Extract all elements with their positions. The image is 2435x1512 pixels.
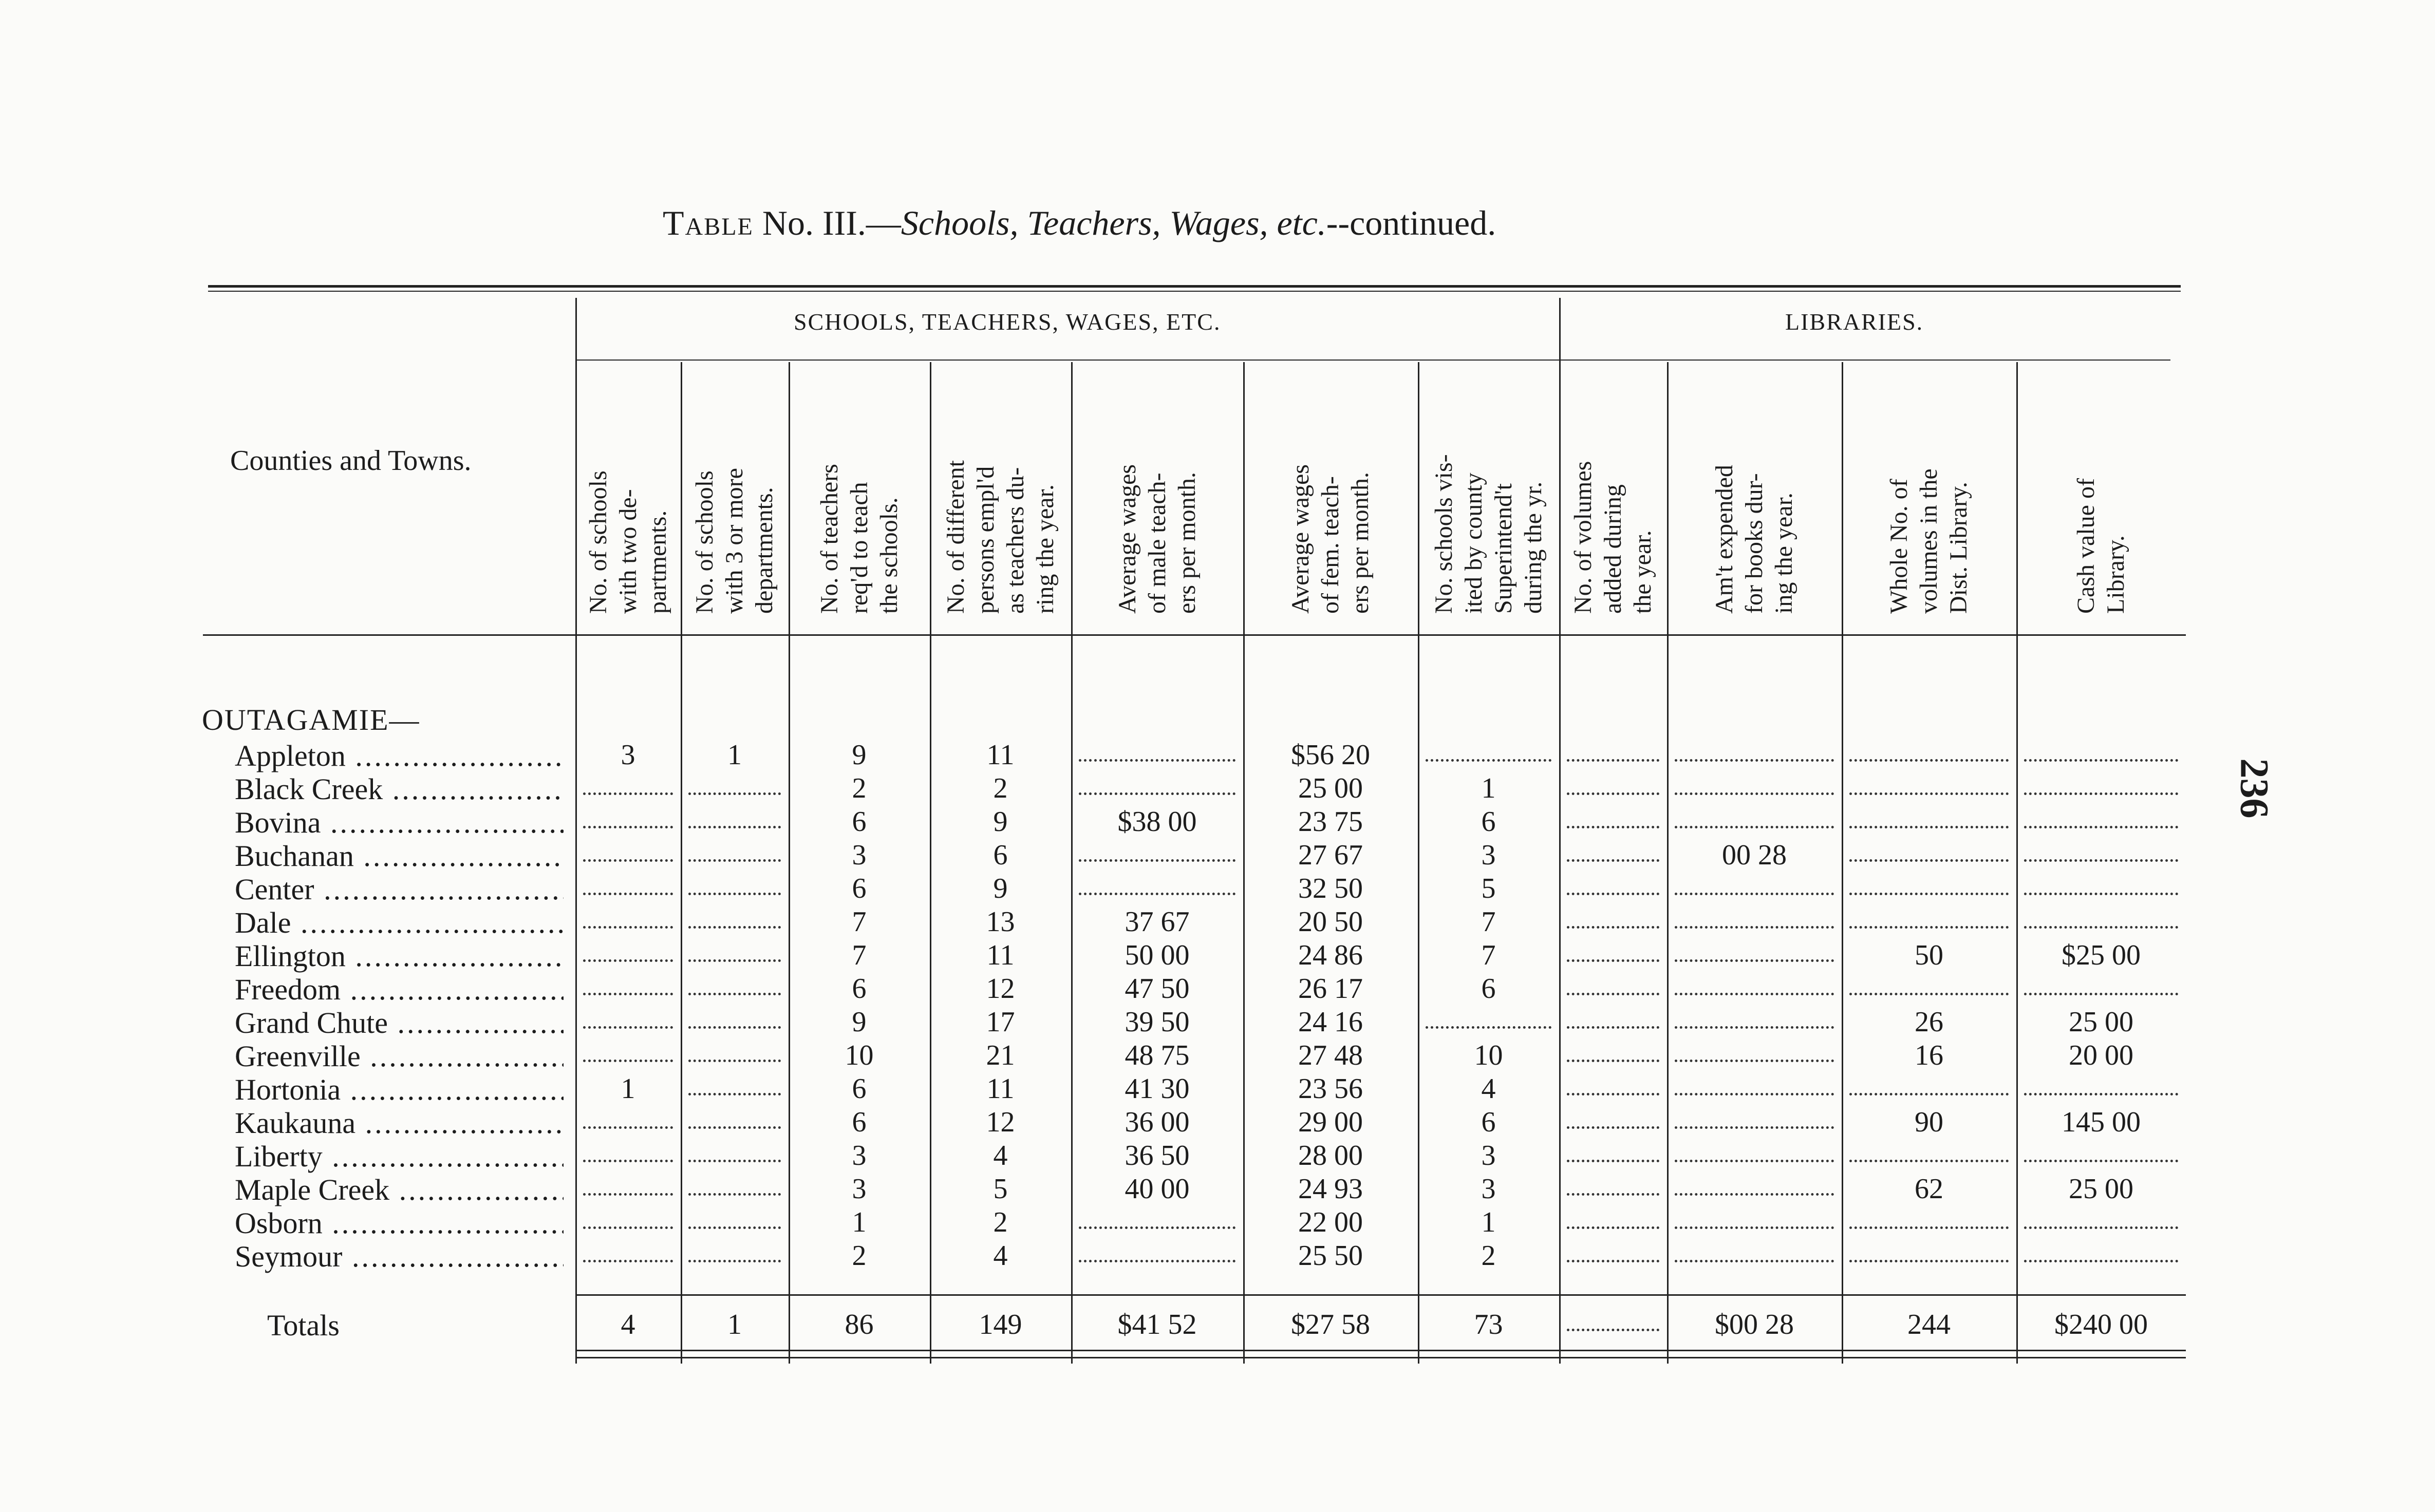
table-row [0,1139,2435,1172]
town-name: Hortonia ..... [235,1072,564,1107]
table-cell: 9 [852,1006,867,1038]
column-header-line: the schools. [875,497,903,614]
town-name: Buchanan ..... [235,839,564,873]
table-cell: 1 [727,1309,742,1340]
column-header [584,367,673,614]
title-dash: — [866,203,901,242]
column-header [1286,367,1375,614]
column-header-line: the year. [1629,530,1656,614]
empty-cell [1675,1139,1834,1162]
empty-cell [688,1039,781,1062]
column-header-line: for books dur- [1740,473,1768,614]
empty-cell [688,1006,781,1029]
empty-cell [1849,839,2009,862]
table-cell: 5 [1481,873,1496,904]
empty-cell [1849,1139,2009,1162]
empty-cell [1675,939,1834,962]
table-cell: 3 [1481,1173,1496,1205]
table-cell: 23 75 [1298,806,1363,838]
table-cell: 3 [621,739,635,771]
empty-cell [2024,1139,2178,1162]
empty-cell [1849,1206,2009,1229]
empty-cell [1567,905,1659,929]
empty-cell [1426,739,1551,762]
table-cell: 1 [727,739,742,771]
table-cell: 23 56 [1298,1073,1363,1105]
empty-cell [2024,739,2178,762]
empty-cell [1567,972,1659,995]
column-header-line: ring the year. [1031,484,1059,614]
table-cell: 3 [1481,1140,1496,1171]
table-cell: 3 [1481,839,1496,871]
empty-cell [2024,1239,2178,1262]
table-cell: 3 [852,839,867,871]
town-name: Seymour ..... [235,1239,564,1274]
table-cell: 6 [1481,1106,1496,1138]
column-header-line: No. of schools [584,470,612,614]
table-cell: 20 50 [1298,906,1363,938]
table-row [0,972,2435,1005]
table-row [0,905,2435,938]
empty-cell [1079,1206,1235,1229]
table-cell: 24 16 [1298,1006,1363,1038]
empty-cell [688,805,781,828]
empty-cell [583,939,673,962]
empty-cell [1567,1173,1659,1196]
table-cell: 48 75 [1125,1040,1190,1071]
table-cell: 6 [852,1073,867,1105]
town-name: Liberty ..... [235,1139,564,1174]
empty-cell [688,839,781,862]
empty-cell [1675,1106,1834,1129]
table-row [0,939,2435,972]
column-header [1710,367,1799,614]
table-cell: 2 [1481,1240,1496,1272]
column-header [690,367,779,614]
empty-cell [583,972,673,995]
table-cell: 21 [986,1040,1015,1071]
town-name: Ellington ..... [235,939,564,973]
empty-cell [583,872,673,895]
table-cell: 20 00 [2069,1040,2133,1071]
column-header-line: Cash value of [2072,478,2100,614]
column-header [1429,367,1548,614]
empty-cell [688,872,781,895]
table-cell: 13 [986,906,1015,938]
table-cell: 7 [852,906,867,938]
empty-cell [1567,772,1659,795]
table-cell: $25 00 [2062,939,2141,971]
table-cell: 3 [852,1173,867,1205]
column-header-line: of fem. teach- [1317,476,1344,614]
empty-cell [1567,939,1659,962]
empty-cell [2024,872,2178,895]
table-row [0,1072,2435,1105]
empty-cell [583,839,673,862]
town-name: Center ..... [235,872,564,906]
table-cell: 6 [852,1106,867,1138]
empty-cell [2024,972,2178,995]
table-cell: 22 00 [1298,1206,1363,1238]
empty-cell [2024,839,2178,862]
column-header [941,367,1060,614]
table-row [0,1039,2435,1072]
column-header-line: No. of schools [691,470,718,614]
empty-cell [583,1039,673,1062]
table-cell: 62 [1915,1173,1943,1205]
table-cell: 4 [993,1140,1008,1171]
empty-cell [1849,739,2009,762]
table-cell: 25 00 [2069,1006,2133,1038]
empty-cell [1675,772,1834,795]
town-name: Osborn ..... [235,1206,564,1240]
table-cell: 10 [845,1040,874,1071]
empty-cell [2024,772,2178,795]
table-cell: 41 30 [1125,1073,1190,1105]
table-cell: 16 [1915,1040,1943,1071]
empty-cell [1079,1239,1235,1262]
column-header-line: req'd to teach [845,482,873,614]
table-cell: 25 00 [2069,1173,2133,1205]
empty-cell [688,972,781,995]
town-name: Appleton ..... [235,739,564,773]
empty-cell [1079,772,1235,795]
column-header-line: Whole No. of [1885,479,1913,614]
column-header-line: Average wages [1287,464,1314,614]
empty-cell [1567,1308,1659,1331]
empty-cell [1567,839,1659,862]
table-cell: 28 00 [1298,1140,1363,1171]
table-cell: 5 [993,1173,1008,1205]
empty-cell [1675,1173,1834,1196]
column-header-line: ited by county [1459,472,1487,614]
town-name: Dale ..... [235,905,564,940]
empty-cell [2024,1206,2178,1229]
town-name: Grand Chute ..... [235,1006,564,1040]
table-cell: 7 [1481,939,1496,971]
table-cell: $41 52 [1117,1309,1197,1340]
empty-cell [1675,872,1834,895]
empty-cell [583,905,673,929]
column-header [815,367,904,614]
empty-cell [583,1006,673,1029]
table-cell: $27 58 [1291,1309,1370,1340]
table-cell: 39 50 [1125,1006,1190,1038]
empty-cell [688,1173,781,1196]
table-cell: 4 [1481,1073,1496,1105]
column-header-line: No. of teachers [815,464,843,614]
totals-rule [575,1294,2186,1296]
table-cell: 2 [993,772,1008,804]
column-header-line: persons empl'd [971,466,999,614]
table-cell: 12 [986,973,1015,1005]
table-cell: 37 67 [1125,906,1190,938]
empty-cell [1079,839,1235,862]
stub-header: Counties and Towns. [230,445,472,477]
table-cell: $38 00 [1117,806,1197,838]
empty-cell [583,1173,673,1196]
group-libraries: LIBRARIES. [1785,309,1924,335]
empty-cell [1567,872,1659,895]
totals-label: Totals [267,1309,340,1342]
table-row [0,1006,2435,1038]
empty-cell [1849,805,2009,828]
empty-cell [1675,805,1834,828]
table-cell: 24 86 [1298,939,1363,971]
table-row [0,1106,2435,1139]
county-name: OUTAGAMIE— [202,703,420,736]
table-row [0,739,2435,771]
table-cell: 00 28 [1722,839,1787,871]
empty-cell [583,1106,673,1129]
table-cell: 2 [993,1206,1008,1238]
empty-cell [1567,1039,1659,1062]
table-cell: 36 50 [1125,1140,1190,1171]
table-cell: 9 [852,739,867,771]
empty-cell [688,939,781,962]
table-cell: 6 [852,873,867,904]
header-bottom-rule [203,634,2186,636]
table-cell: 10 [1474,1040,1503,1071]
table-cell: 1 [1481,1206,1496,1238]
column-header [1568,367,1658,614]
empty-cell [1675,1006,1834,1029]
town-name: Black Creek ..... [235,772,564,806]
column-header-line: departments. [751,487,778,614]
column-header-line: with two de- [614,489,642,614]
empty-cell [1079,872,1235,895]
table-row [0,839,2435,872]
empty-cell [1567,1072,1659,1095]
table-cell: 11 [986,739,1015,771]
empty-cell [1675,905,1834,929]
table-cell: 9 [993,806,1008,838]
town-name: Kaukauna ..... [235,1106,564,1140]
title-number: No. III. [762,203,866,242]
table-cell: 6 [1481,806,1496,838]
table-cell: 36 00 [1125,1106,1190,1138]
column-header-line: Dist. Library. [1945,482,1972,614]
column-header-line: of male teach- [1143,472,1171,614]
table-cell: 12 [986,1106,1015,1138]
empty-cell [1567,1006,1659,1029]
group-schools: SCHOOLS, TEACHERS, WAGES, ETC. [794,309,1221,335]
empty-cell [583,772,673,795]
page-number: 236 [2232,758,2277,819]
empty-cell [2024,905,2178,929]
table-cell: 6 [1481,973,1496,1005]
column-header-line: as teachers du- [1001,467,1029,614]
column-header-line: Am't expended [1711,465,1738,614]
column-header-line: ing the year. [1770,493,1797,614]
group-rule [575,360,2170,361]
table-cell: 40 00 [1125,1173,1190,1205]
table-row [0,872,2435,905]
empty-cell [688,1072,781,1095]
town-name: Greenville ..... [235,1039,564,1073]
column-header [1113,367,1202,614]
table-cell: 149 [979,1309,1022,1340]
empty-cell [1567,1206,1659,1229]
column-header-line: volumes in the [1915,468,1942,614]
table-cell: 4 [993,1240,1008,1272]
table-cell: 17 [986,1006,1015,1038]
table-cell: 27 48 [1298,1040,1363,1071]
empty-cell [688,1139,781,1162]
table-cell: 2 [852,772,867,804]
bottom-rule-1 [575,1350,2186,1351]
table-cell: 3 [852,1140,867,1171]
column-header-line: during the yr. [1519,481,1547,614]
table-cell: $00 28 [1715,1309,1794,1340]
title-prefix: Table [663,203,754,242]
table-cell: 90 [1915,1106,1943,1138]
table-row [0,1173,2435,1205]
table-title [663,203,1496,243]
column-header-line: No. schools vis- [1430,454,1457,614]
empty-cell [1675,1072,1834,1095]
table-cell: 1 [1481,772,1496,804]
table-cell: 86 [845,1309,874,1340]
bottom-rule-2 [575,1357,2186,1358]
table-cell: $240 00 [2054,1309,2148,1340]
column-header-line: No. of volumes [1569,461,1597,614]
column-header [2071,367,2131,614]
empty-cell [1567,1239,1659,1262]
table-cell: 50 00 [1125,939,1190,971]
empty-cell [1849,772,2009,795]
empty-cell [1675,1206,1834,1229]
empty-cell [583,1139,673,1162]
empty-cell [583,1239,673,1262]
empty-cell [1567,805,1659,828]
table-cell: 26 [1915,1006,1943,1038]
empty-cell [1079,739,1235,762]
table-cell: 6 [993,839,1008,871]
column-header-line: partments. [644,510,671,614]
column-header-line: ers per month. [1173,472,1201,614]
empty-cell [1849,972,2009,995]
table-cell: 24 93 [1298,1173,1363,1205]
empty-cell [2024,805,2178,828]
empty-cell [583,1206,673,1229]
town-name: Maple Creek ..... [235,1173,564,1207]
table-row [0,1239,2435,1272]
table-cell: 244 [1907,1309,1951,1340]
empty-cell [1675,972,1834,995]
table-cell: 145 00 [2062,1106,2141,1138]
empty-cell [1675,1039,1834,1062]
empty-cell [1567,739,1659,762]
table-cell: 32 50 [1298,873,1363,904]
table-cell: 6 [852,806,867,838]
totals-row [0,1308,2435,1341]
column-header-line: with 3 or more [721,468,748,614]
table-row [0,805,2435,838]
table-cell: 6 [852,973,867,1005]
empty-cell [2024,1072,2178,1095]
table-cell: 1 [852,1206,867,1238]
table-row [0,772,2435,805]
empty-cell [1675,739,1834,762]
table-cell: 25 00 [1298,772,1363,804]
table-cell: 7 [1481,906,1496,938]
table-row [0,1206,2435,1239]
column-header-line: Library. [2102,535,2129,614]
empty-cell [1675,1239,1834,1262]
empty-cell [1567,1139,1659,1162]
column-header-line: added during [1599,484,1626,614]
empty-cell [688,1106,781,1129]
table-cell: 26 17 [1298,973,1363,1005]
top-rule-thick [208,285,2181,288]
table-cell: 4 [621,1309,635,1340]
empty-cell [1849,1072,2009,1095]
title-suffix: --continued. [1326,203,1496,242]
town-name: Freedom ..... [235,972,564,1007]
column-header-line: Superintend't [1489,483,1517,614]
empty-cell [688,772,781,795]
table-cell: 2 [852,1240,867,1272]
table-cell: 1 [621,1073,635,1105]
table-cell: 47 50 [1125,973,1190,1005]
title-subject: Schools, Teachers, Wages, etc. [901,203,1326,242]
column-header-line: No. of different [942,460,969,614]
top-rule-thin [208,291,2181,292]
table-cell: 29 00 [1298,1106,1363,1138]
town-name: Bovina ..... [235,805,564,840]
empty-cell [1849,1239,2009,1262]
table-cell: 27 67 [1298,839,1363,871]
empty-cell [688,1239,781,1262]
column-header-line: ers per month. [1346,472,1374,614]
table-cell: 11 [986,939,1015,971]
table-cell: 25 50 [1298,1240,1363,1272]
table-cell: 50 [1915,939,1943,971]
empty-cell [583,805,673,828]
empty-cell [1567,1106,1659,1129]
empty-cell [1849,872,2009,895]
empty-cell [1849,905,2009,929]
table-cell: $56 20 [1291,739,1370,771]
table-cell: 73 [1474,1309,1503,1340]
empty-cell [688,1206,781,1229]
empty-cell [1426,1006,1551,1029]
empty-cell [688,905,781,929]
table-cell: 7 [852,939,867,971]
column-header [1884,367,1974,614]
column-header-line: Average wages [1113,464,1141,614]
table-cell: 9 [993,873,1008,904]
table-cell: 11 [986,1073,1015,1105]
